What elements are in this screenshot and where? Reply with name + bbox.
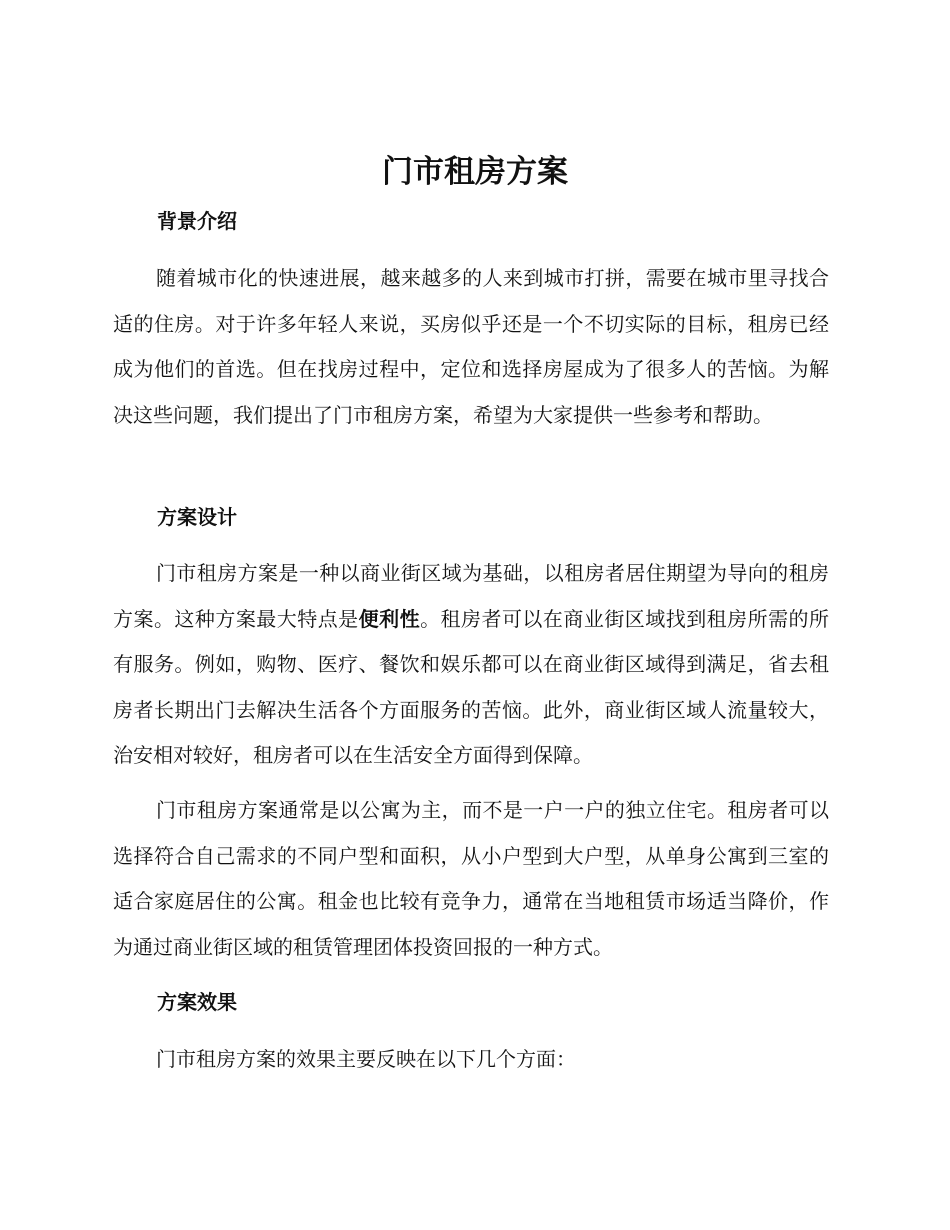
- section-heading-effect: 方案效果: [157, 990, 237, 1014]
- paragraph-design-2: 门市租房方案通常是以公寓为主，而不是一户一户的独立住宅。租房者可以选择符合自己需求的不同户型和面积，从小户型到大户型，从单身公寓到三室的适合家庭居住的公寓。租金也比较有竞争力，通常在当地租赁市场适当降价，作为通过商业街区域的租赁管理团体投资回报的一种方式。: [113, 798, 829, 959]
- paragraph-effect: 门市租房方案的效果主要反映在以下几个方面：: [156, 1047, 576, 1071]
- emphasis-text: 便利性: [358, 606, 421, 631]
- section-heading-design: 方案设计: [157, 505, 237, 529]
- paragraph-text: 。租房者可以在商业街区域找到租房所需的所有服务。例如，购物、医疗、餐饮和娱乐都可以在商业街区域得到满足，省去租房者长期出门去解决生活各个方面服务的苦恼。此外，商业街区域人流量较大，治安相对较好，租房者可以在生活安全方面得到保障。: [113, 606, 830, 767]
- document-title: 门市租房方案: [382, 154, 568, 190]
- paragraph-text: 门市租房方案是一种以商业街区域为基础，以租房者居住期望为导向的租房方案。这种方案最大特点是: [113, 561, 829, 631]
- section-heading-background: 背景介绍: [157, 209, 237, 233]
- paragraph-design-1: [113, 551, 829, 779]
- paragraph-background: 随着城市化的快速进展，越来越多的人来到城市打拼，需要在城市里寻找合适的住房。对于许多年轻人来说，买房似乎还是一个不切实际的目标，租房已经成为他们的首选。但在找房过程中，定位和选择房屋成为了很多人的苦恼。为解决这些问题，我们提出了门市租房方案，希望为大家提供一些参考和帮助。: [113, 266, 829, 427]
